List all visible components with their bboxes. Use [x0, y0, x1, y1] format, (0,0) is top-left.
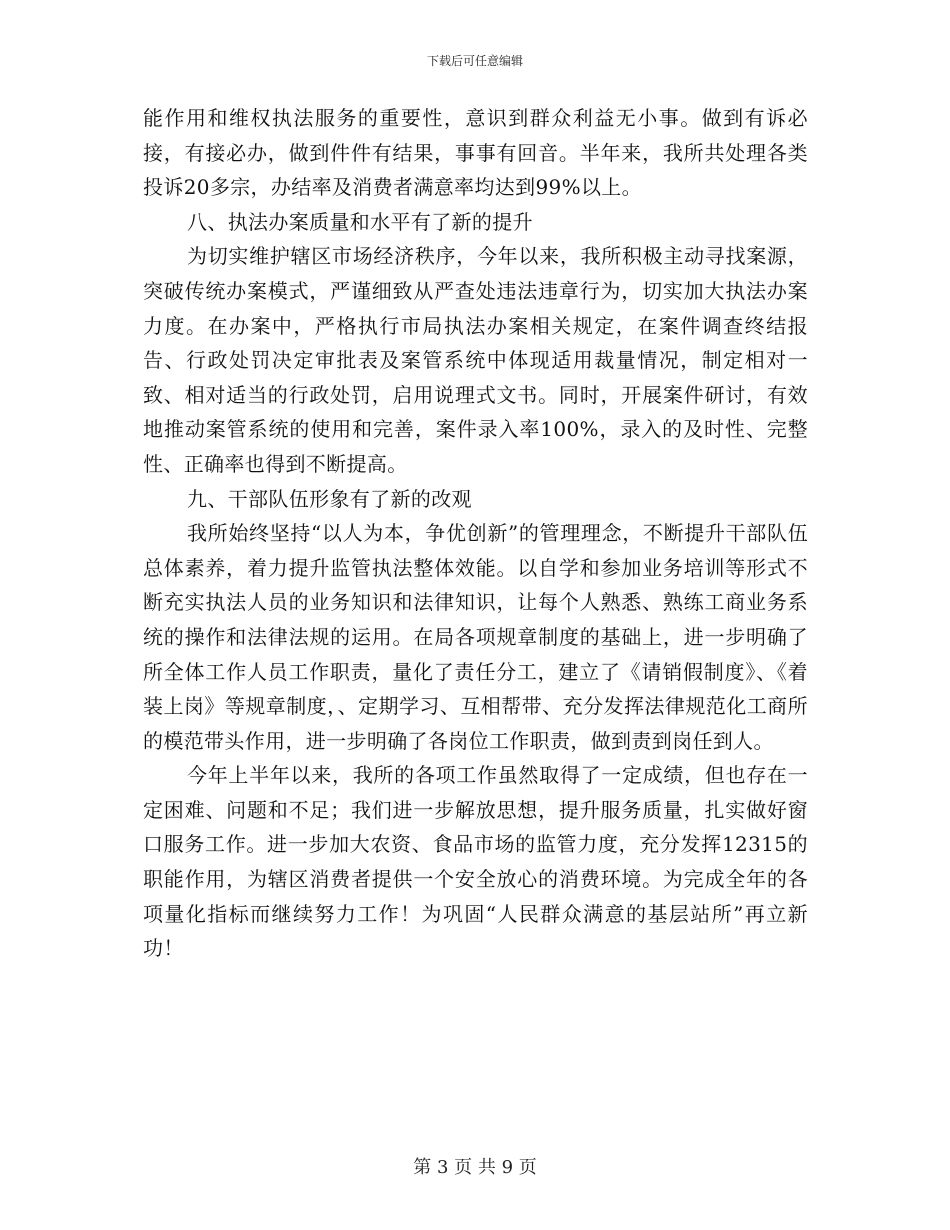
body-paragraph: 能作用和维权执法服务的重要性，意识到群众利益无小事。做到有诉必接，有接必办，做到件件有结果，事事有回音。半年来，我所共处理各类投诉20多宗，办结率及消费者满意率均达到99%以上。 [143, 106, 808, 200]
page-number: 第 3 页 共 9 页 [413, 1157, 537, 1178]
section-heading: 八、执法办案质量和水平有了新的提升 [187, 209, 533, 234]
body-paragraph: 今年上半年以来，我所的各项工作虽然取得了一定成绩，但也存在一定困难、问题和不足；我们进一步解放思想，提升服务质量，扎实做好窗口服务工作。进一步加大农资、食品市场的监管力度，充分发挥12315的职能作用，为辖区消费者提供一个安全放心的消费环境。为完成全年的各项量化指标而继续努力工作！为巩固“人民群众满意的基层站所”再立新功！ [143, 763, 808, 961]
page-header: 下载后可任意编辑 [426, 54, 523, 68]
document-body [143, 101, 808, 966]
body-paragraph: 我所始终坚持“以人为本，争优创新”的管理理念，不断提升干部队伍总体素养，着力提升监管执法整体效能。以自学和参加业务培训等形式不断充实执法人员的业务知识和法律知识，让每个人熟悉、熟练工商业务系统的操作和法律法规的运用。在局各项规章制度的基础上，进一步明确了所全体工作人员工作职责，量化了责任分工，建立了《请销假制度》、《着装上岗》等规章制度，、定期学习、互相帮带、充分发挥法律规范化工商所的模范带头作用，进一步明确了各岗位工作职责，做到责到岗任到人。 [143, 521, 808, 753]
section-heading: 九、干部队伍形象有了新的改观 [187, 486, 472, 511]
body-paragraph: 为切实维护辖区市场经济秩序，今年以来，我所积极主动寻找案源，突破传统办案模式，严谨细致从严查处违法违章行为，切实加大执法办案力度。在办案中，严格执行市局执法办案相关规定，在案件调查终结报告、行政处罚决定审批表及案管系统中体现适用裁量情况，制定相对一致、相对适当的行政处罚，启用说理式文书。同时，开展案件研讨，有效地推动案管系统的使用和完善，案件录入率100%，录入的及时性、完整性、正确率也得到不断提高。 [143, 244, 808, 476]
